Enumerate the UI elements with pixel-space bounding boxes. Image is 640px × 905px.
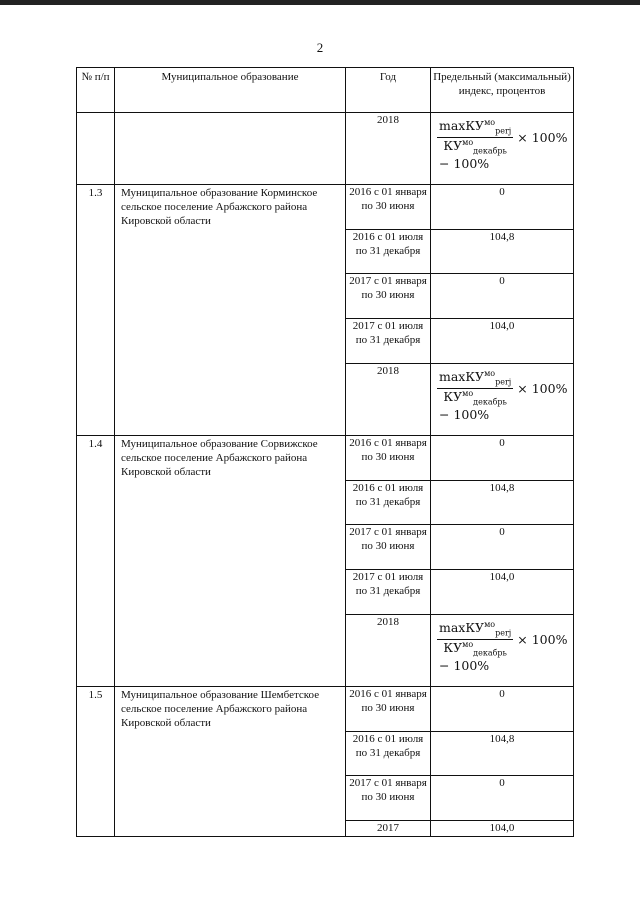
year-cell: 2017 <box>346 821 431 837</box>
year-cell: 2018 <box>346 364 431 436</box>
year-cell: 2017 с 01 января по 30 июня <box>346 274 431 319</box>
number-cell: 1.5 <box>77 687 115 837</box>
formula-cell <box>431 113 574 185</box>
value-cell: 104,8 <box>431 230 574 274</box>
year-cell: 2016 с 01 января по 30 июня <box>346 436 431 481</box>
formula-cell <box>431 364 574 436</box>
index-formula: $\frac{\max КУ^{мо}_{perj}}{КУ^{мо}_{декабрь}}$ × 100% − 100% <box>439 369 568 423</box>
value-cell: 104,0 <box>431 319 574 364</box>
value-cell: 104,0 <box>431 821 574 837</box>
index-formula: $\frac{\max КУ^{мо}_{perj}}{КУ^{мо}_{декабрь}}$ × 100% − 100% <box>439 118 568 172</box>
top-border-line <box>0 0 640 5</box>
year-cell: 2017 с 01 января по 30 июня <box>346 525 431 570</box>
value-cell: 0 <box>431 687 574 732</box>
municipality-cell: Муниципальное образование Шембетское сельское поселение Арбажского района Кировской области <box>115 687 346 837</box>
municipality-cell: Муниципальное образование Сорвижское сельское поселение Арбажского района Кировской области <box>115 436 346 687</box>
value-cell: 104,8 <box>431 481 574 525</box>
tariff-index-table <box>76 67 574 837</box>
year-cell: 2016 с 01 июля по 31 декабря <box>346 732 431 776</box>
year-cell: 2018 <box>346 113 431 185</box>
year-cell: 2016 с 01 июля по 31 декабря <box>346 481 431 525</box>
formula-cell <box>431 615 574 687</box>
table-row <box>77 185 574 230</box>
table-row <box>77 687 574 732</box>
header-index: Предельный (максимальный) индекс, процентов <box>431 68 574 113</box>
table-row <box>77 436 574 481</box>
index-formula: $\frac{\max КУ^{мо}_{perj}}{КУ^{мо}_{декабрь}}$ × 100% − 100% <box>439 620 568 674</box>
municipality-cell: Муниципальное образование Корминское сельское поселение Арбажского района Кировской области <box>115 185 346 436</box>
header-municipality: Муниципальное образование <box>115 68 346 113</box>
number-cell: 1.4 <box>77 436 115 687</box>
table-header-row <box>77 68 574 113</box>
year-cell: 2017 с 01 июля по 31 декабря <box>346 319 431 364</box>
value-cell: 0 <box>431 274 574 319</box>
value-cell: 0 <box>431 436 574 481</box>
year-cell: 2016 с 01 января по 30 июня <box>346 185 431 230</box>
year-cell: 2017 с 01 июля по 31 декабря <box>346 570 431 615</box>
value-cell: 104,8 <box>431 732 574 776</box>
number-cell: 1.3 <box>77 185 115 436</box>
page-number: 2 <box>316 40 324 55</box>
number-cell <box>77 113 115 185</box>
value-cell: 0 <box>431 525 574 570</box>
value-cell: 0 <box>431 185 574 230</box>
year-cell: 2016 с 01 июля по 31 декабря <box>346 230 431 274</box>
year-cell: 2018 <box>346 615 431 687</box>
value-cell: 0 <box>431 776 574 821</box>
municipality-cell <box>115 113 346 185</box>
table-row <box>77 113 574 185</box>
value-cell: 104,0 <box>431 570 574 615</box>
header-year: Год <box>346 68 431 113</box>
header-number: № п/п <box>77 68 115 113</box>
year-cell: 2017 с 01 января по 30 июня <box>346 776 431 821</box>
year-cell: 2016 с 01 января по 30 июня <box>346 687 431 732</box>
